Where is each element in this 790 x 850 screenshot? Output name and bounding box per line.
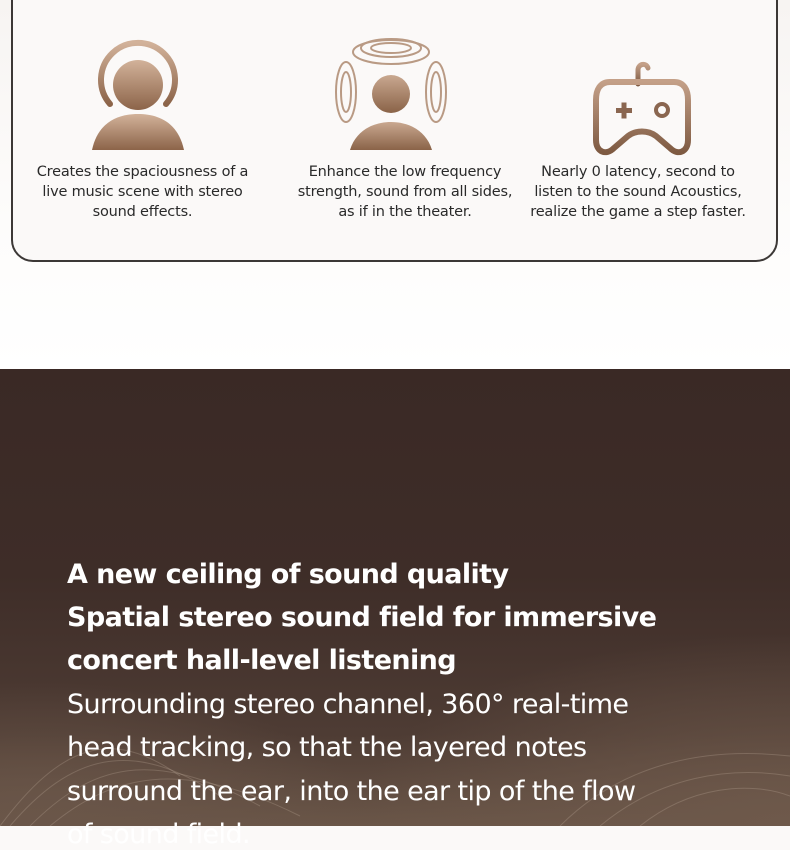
feature-body-line-4: of sound field. [67, 819, 250, 850]
feature-heading-line-3: concert hall-level listening [67, 645, 457, 676]
feature-body-line-2: head tracking, so that the layered notes [67, 732, 587, 763]
person-headphones-icon [88, 40, 188, 152]
cinema-mode-description: Enhance the low frequency strength, sound from all sides, as if in the theater. [297, 164, 513, 220]
feature-section [0, 369, 790, 850]
modes-section [0, 0, 790, 369]
music-mode-description: Creates the spaciousness of a live music scene with stereo sound effects. [36, 164, 249, 220]
feature-heading-line-1: A new ceiling of sound quality [67, 559, 509, 590]
game-mode-description: Nearly 0 latency, second to listen to the sound Acoustics, realize the game a step faster. [530, 164, 746, 220]
feature-heading-line-2: Spatial stereo sound field for immersive [67, 602, 657, 633]
feature-body-line-3: surround the ear, into the ear tip of the flow [67, 776, 636, 807]
person-surround-sound-icon [330, 36, 452, 152]
gamepad-icon [590, 60, 694, 160]
feature-body-line-1: Surrounding stereo channel, 360° real-time [67, 689, 629, 720]
